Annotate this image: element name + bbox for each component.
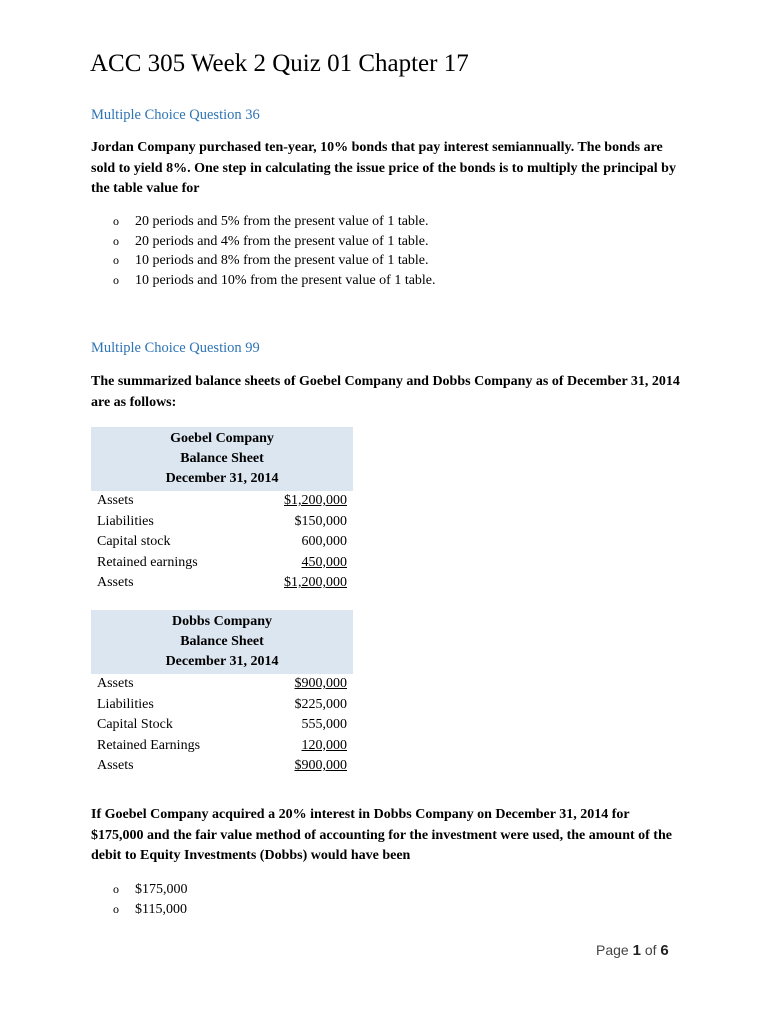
row-amount: 120,000 [301,737,347,753]
row-label: Assets [97,575,134,590]
option-text: 10 periods and 10% from the present value of 1 table. [135,272,436,288]
company-name: Goebel Company [170,431,274,446]
question-36-options [113,212,436,290]
table-row [91,736,353,757]
option-text: $115,000 [135,901,187,917]
row-label: Liabilities [97,513,154,529]
option-text: 20 periods and 5% from the present value of 1 table. [135,214,429,229]
bullet-icon: o [113,901,119,916]
option-item[interactable] [113,212,436,232]
dobbs-balance-sheet [91,610,353,777]
total-pages: 6 [660,942,669,959]
table-row [91,756,353,777]
question-36-text: Jordan Company purchased ten-year, 10% bonds that pay interest semiannually. The bonds are sold to yield 8%. One step in calculating the issue price of the bonds is to multiply the principal by the table value for [91,140,676,196]
question-99-text: If Goebel Company acquired a 20% interest in Dobbs Company on December 31, 2014 for $175,000 and the fair value method of accounting for the investment were used, the amount of the debit to Equity Investments (Dobbs) would have been [91,807,672,863]
option-text: $175,000 [135,882,188,897]
dobbs-header [91,610,353,674]
question-36-heading: Multiple Choice Question 36 [91,107,260,123]
question-99-options [113,880,188,919]
row-label: Capital stock [97,534,171,549]
row-amount: 450,000 [301,554,347,570]
question-99-heading: Multiple Choice Question 99 [91,340,260,356]
table-row [91,553,353,574]
option-item[interactable] [113,251,436,271]
row-label: Retained earnings [97,554,198,570]
question-99-intro: The summarized balance sheets of Goebel Company and Dobbs Company as of December 31, 2014 are as follows: [91,374,680,410]
row-amount: 555,000 [301,717,347,732]
bullet-icon: o [113,214,119,228]
row-label: Capital Stock [97,717,173,732]
option-text: 20 periods and 4% from the present value of 1 table. [135,233,429,249]
row-amount: $150,000 [294,513,347,529]
row-label: Liabilities [97,696,154,712]
row-label: Assets [97,758,134,773]
option-item[interactable] [113,232,436,252]
statement-name: Balance Sheet [180,634,264,649]
option-item[interactable] [113,880,188,900]
row-amount: $1,200,000 [284,575,347,590]
page-word: Page [596,942,629,958]
row-amount: 600,000 [301,534,347,549]
option-text: 10 periods and 8% from the present value of 1 table. [135,253,429,268]
row-amount: $1,200,000 [284,493,347,508]
company-name: Dobbs Company [172,614,272,629]
of-word: of [644,942,657,958]
option-item[interactable] [113,900,188,920]
bullet-icon: o [113,882,119,896]
row-label: Assets [97,676,134,691]
statement-date: December 31, 2014 [165,471,279,486]
table-row [91,715,353,736]
current-page: 1 [632,942,641,959]
statement-name: Balance Sheet [180,451,264,466]
row-amount: $225,000 [294,696,347,712]
table-row [91,695,353,716]
bullet-icon: o [113,233,119,248]
statement-date: December 31, 2014 [165,654,279,669]
table-row [91,573,353,594]
bullet-icon: o [113,272,119,287]
row-label: Assets [97,493,134,508]
page-number-footer [596,942,669,959]
page-title: ACC 305 Week 2 Quiz 01 Chapter 17 [90,50,469,77]
table-row [91,491,353,512]
table-row [91,512,353,533]
bullet-icon: o [113,253,119,267]
table-row [91,532,353,553]
goebel-header [91,427,353,491]
goebel-balance-sheet [91,427,353,594]
option-item[interactable] [113,271,436,291]
row-label: Retained Earnings [97,737,201,753]
row-amount: $900,000 [294,676,347,691]
table-row [91,674,353,695]
row-amount: $900,000 [294,758,347,773]
